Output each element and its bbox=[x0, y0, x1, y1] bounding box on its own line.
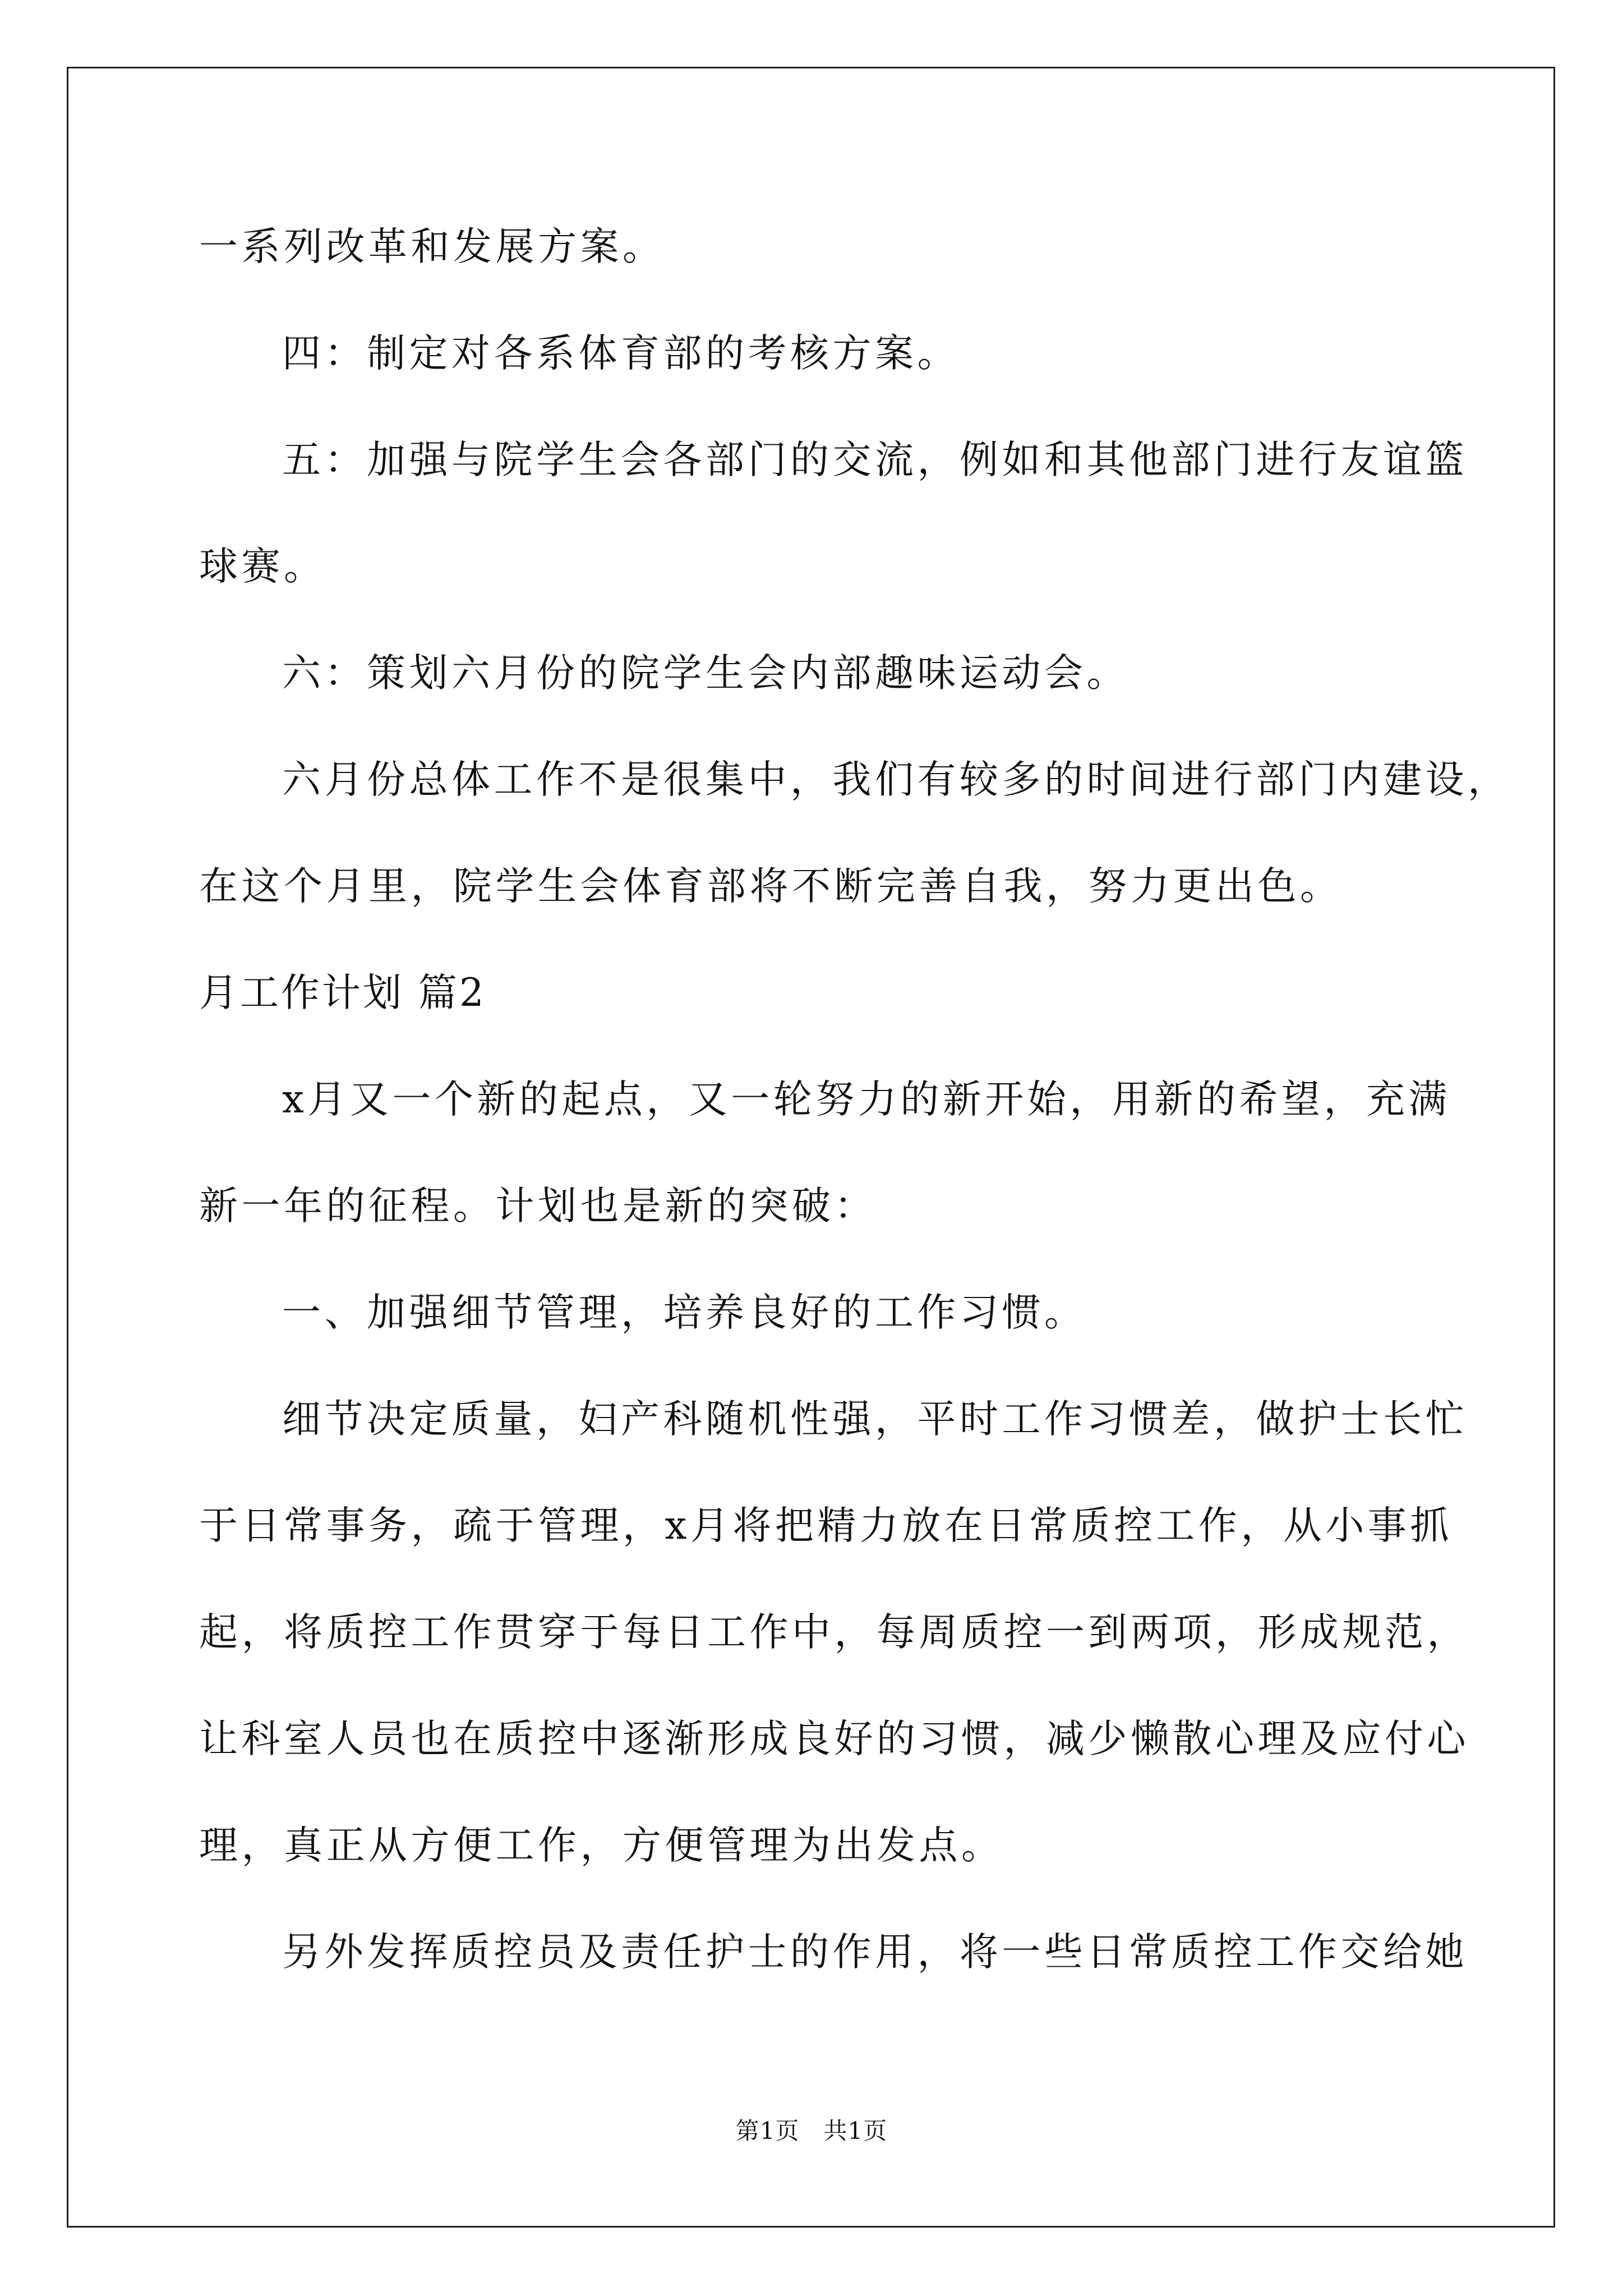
body-line-detail-4: 让科室人员也在质控中逐渐形成良好的习惯，减少懒散心理及应付心 bbox=[199, 1717, 1469, 1761]
body-line-detail-3: 起，将质控工作贯穿于每日工作中，每周质控一到两项，形成规范， bbox=[199, 1610, 1469, 1655]
page-number-footer: 第1页 共1页 bbox=[735, 2117, 888, 2145]
body-line-item-6: 六：策划六月份的院学生会内部趣味运动会。 bbox=[282, 651, 1129, 696]
body-line-intro-cont: 新一年的征程。计划也是新的突破： bbox=[199, 1184, 877, 1228]
body-line-point-1: 一、加强细节管理，培养良好的工作习惯。 bbox=[282, 1290, 1087, 1335]
section-heading: 月工作计划 篇2 bbox=[199, 970, 486, 1015]
body-line-extra: 另外发挥质控员及责任护士的作用，将一些日常质控工作交给她 bbox=[282, 1930, 1468, 1975]
body-line-item-4: 四：制定对各系体育部的考核方案。 bbox=[282, 331, 960, 376]
body-line-detail-1: 细节决定质量，妇产科随机性强，平时工作习惯差，做护士长忙 bbox=[282, 1397, 1468, 1442]
body-line-item-5-cont: 球赛。 bbox=[199, 544, 326, 589]
body-line-summary-cont: 在这个月里，院学生会体育部将不断完善自我，努力更出色。 bbox=[199, 864, 1343, 909]
body-line-intro: x月又一个新的起点，又一轮努力的新开始，用新的希望，充满 bbox=[282, 1077, 1451, 1122]
body-line-detail-5: 理，真正从方便工作，方便管理为出发点。 bbox=[199, 1823, 1004, 1868]
page-border bbox=[67, 67, 1555, 2228]
body-line-detail-2: 于日常事务，疏于管理，x月将把精力放在日常质控工作，从小事抓 bbox=[199, 1503, 1453, 1548]
body-line-item-5: 五：加强与院学生会各部门的交流，例如和其他部门进行友谊篮 bbox=[282, 438, 1468, 482]
body-line-continuation: 一系列改革和发展方案。 bbox=[199, 224, 665, 269]
body-line-summary: 六月份总体工作不是很集中，我们有较多的时间进行部门内建设， bbox=[282, 757, 1510, 802]
